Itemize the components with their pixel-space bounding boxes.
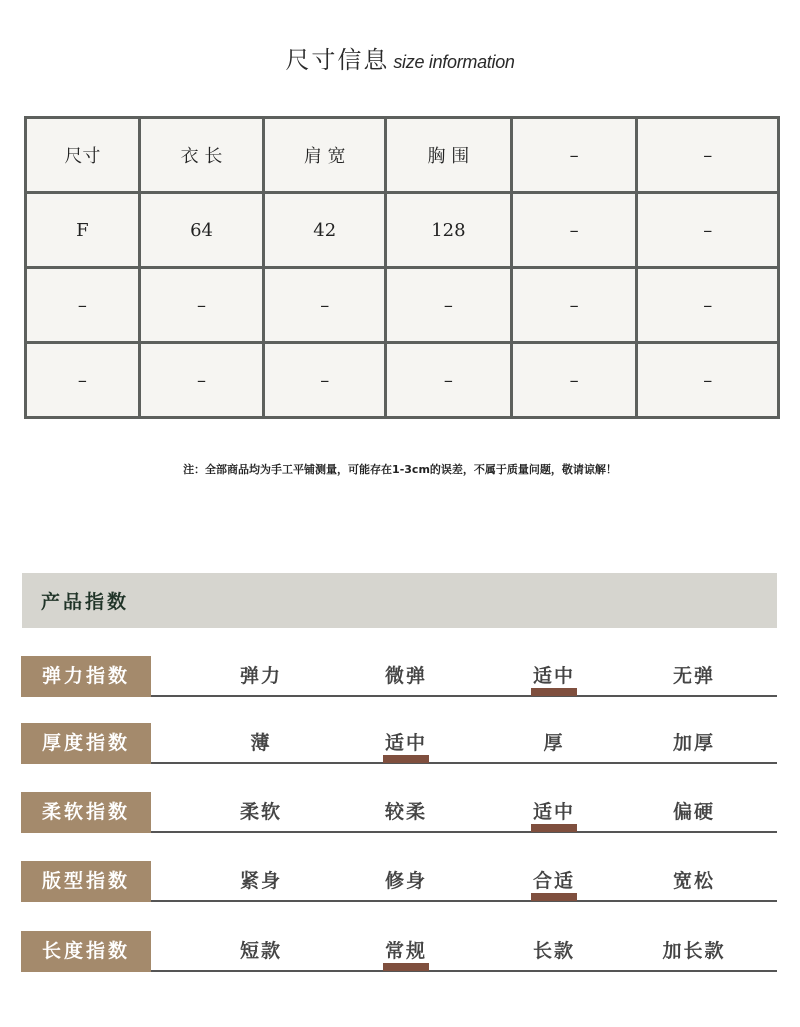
index-label: 弹力指数 (21, 656, 151, 697)
index-row (21, 861, 777, 902)
table-cell: F (26, 193, 140, 268)
index-option (543, 723, 564, 764)
index-option-label: 加长款 (662, 940, 726, 962)
index-option-label: 厚 (543, 732, 565, 754)
index-option-label: 合适 (532, 870, 576, 892)
table-cell: – (386, 343, 512, 418)
title-en: size information (393, 52, 515, 72)
index-row (21, 931, 777, 972)
index-option (533, 931, 575, 972)
table-cell: – (26, 343, 140, 418)
table-cell: – (511, 193, 637, 268)
index-option (673, 861, 715, 902)
index-option (240, 931, 282, 972)
product-index-title: 产品指数 (41, 591, 130, 613)
index-option-label: 长款 (532, 940, 576, 962)
index-option (240, 656, 282, 697)
index-option-selected (385, 931, 427, 972)
selected-indicator-bar (383, 755, 429, 763)
index-option-label: 常规 (384, 940, 428, 962)
index-option-selected (533, 861, 575, 902)
table-cell: – (511, 268, 637, 343)
index-option (673, 723, 715, 764)
index-option (250, 723, 271, 764)
index-option-label: 修身 (384, 870, 428, 892)
selected-indicator-bar (383, 963, 429, 971)
header-cell-empty: – (637, 118, 779, 193)
index-option-label: 加厚 (672, 732, 716, 754)
index-option (385, 792, 427, 833)
index-option-selected (533, 656, 575, 697)
index-option-label: 短款 (239, 940, 283, 962)
table-cell: – (637, 268, 779, 343)
table-cell: – (511, 343, 637, 418)
index-label: 柔软指数 (21, 792, 151, 833)
table-cell: – (26, 268, 140, 343)
index-option (662, 931, 725, 972)
index-option-label: 适中 (532, 665, 576, 687)
header-cell-shoulder: 肩 宽 (264, 118, 386, 193)
table-cell: – (637, 343, 779, 418)
table-cell: – (264, 343, 386, 418)
index-option (673, 656, 715, 697)
page-title (0, 40, 800, 75)
index-option-label: 弹力 (239, 665, 283, 687)
index-option-selected (533, 792, 575, 833)
table-cell: – (637, 193, 779, 268)
table-cell: – (264, 268, 386, 343)
header-cell-size: 尺寸 (26, 118, 140, 193)
selected-indicator-bar (531, 824, 577, 832)
table-cell: 42 (264, 193, 386, 268)
header-cell-chest: 胸 围 (386, 118, 512, 193)
selected-indicator-bar (531, 893, 577, 901)
header-cell-empty: – (511, 118, 637, 193)
table-cell: 128 (386, 193, 512, 268)
size-table (24, 116, 780, 419)
index-row (21, 723, 777, 764)
selected-indicator-bar (531, 688, 577, 696)
table-cell: 64 (139, 193, 264, 268)
index-option-label: 偏硬 (672, 801, 716, 823)
index-option (240, 861, 282, 902)
table-row (26, 343, 779, 418)
table-cell: – (386, 268, 512, 343)
title-cn: 尺寸信息 (285, 46, 390, 74)
index-option-label: 薄 (250, 732, 272, 754)
index-option (385, 656, 427, 697)
index-option (385, 861, 427, 902)
index-label: 厚度指数 (21, 723, 151, 764)
table-row (26, 268, 779, 343)
index-option-label: 无弹 (672, 665, 716, 687)
table-header-row (26, 118, 779, 193)
table-row (26, 193, 779, 268)
index-option-label: 柔软 (239, 801, 283, 823)
index-row (21, 656, 777, 697)
index-label: 版型指数 (21, 861, 151, 902)
index-option-label: 紧身 (239, 870, 283, 892)
index-option-label: 适中 (532, 801, 576, 823)
header-cell-length: 衣 长 (139, 118, 264, 193)
index-option-label: 微弹 (384, 665, 428, 687)
index-option (240, 792, 282, 833)
table-cell: – (139, 343, 264, 418)
index-row (21, 792, 777, 833)
index-option-label: 较柔 (384, 801, 428, 823)
index-option-label: 宽松 (672, 870, 716, 892)
product-index-header (22, 573, 777, 628)
index-label: 长度指数 (21, 931, 151, 972)
index-option-selected (385, 723, 427, 764)
table-cell: – (139, 268, 264, 343)
index-option (673, 792, 715, 833)
index-option-label: 适中 (384, 732, 428, 754)
measurement-note: 注：全部商品均为手工平铺测量，可能存在1-3cm的误差，不属于质量问题，敬请谅解！ (183, 463, 617, 476)
